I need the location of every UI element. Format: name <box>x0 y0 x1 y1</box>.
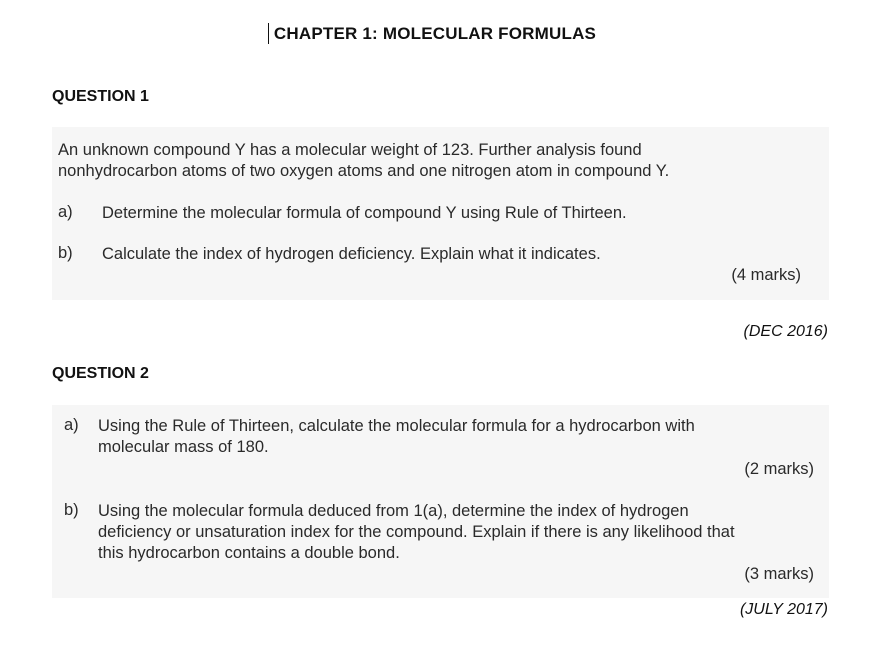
question-1-source: (DEC 2016) <box>743 323 828 340</box>
question-2-part-b-label: b) <box>64 501 79 519</box>
question-2-part-b-line-3: this hydrocarbon contains a double bond. <box>98 544 400 562</box>
question-2-part-b-marks: (3 marks) <box>744 565 814 583</box>
question-1-intro-line-1: An unknown compound Y has a molecular weight of 123. Further analysis found <box>58 141 642 159</box>
question-1-heading: QUESTION 1 <box>52 88 149 105</box>
question-2-part-b-line-1: Using the molecular formula deduced from 1(a), determine the index of hydrogen <box>98 502 689 520</box>
question-2-part-a-label: a) <box>64 416 79 434</box>
question-1-intro-line-2: nonhydrocarbon atoms of two oxygen atoms and one nitrogen atom in compound Y. <box>58 162 670 180</box>
question-1-panel <box>52 127 829 300</box>
question-2-part-a-marks: (2 marks) <box>744 460 814 478</box>
question-2-source: (JULY 2017) <box>739 601 828 618</box>
question-2-panel <box>52 405 829 598</box>
question-1-part-b-label: b) <box>58 244 73 262</box>
question-1-part-a-label: a) <box>58 203 73 221</box>
question-1-part-b-text: Calculate the index of hydrogen deficiency. Explain what it indicates. <box>102 245 601 263</box>
question-2-part-a-line-2: molecular mass of 180. <box>98 438 269 456</box>
question-2-part-b-line-2: deficiency or unsaturation index for the compound. Explain if there is any likelihood that <box>98 523 735 541</box>
question-2-part-a-line-1: Using the Rule of Thirteen, calculate the molecular formula for a hydrocarbon with <box>98 417 695 435</box>
question-1-part-a-text: Determine the molecular formula of compound Y using Rule of Thirteen. <box>102 204 627 222</box>
question-2-heading: QUESTION 2 <box>52 365 149 382</box>
chapter-title: CHAPTER 1: MOLECULAR FORMULAS <box>273 24 597 43</box>
question-1-marks: (4 marks) <box>731 266 801 284</box>
